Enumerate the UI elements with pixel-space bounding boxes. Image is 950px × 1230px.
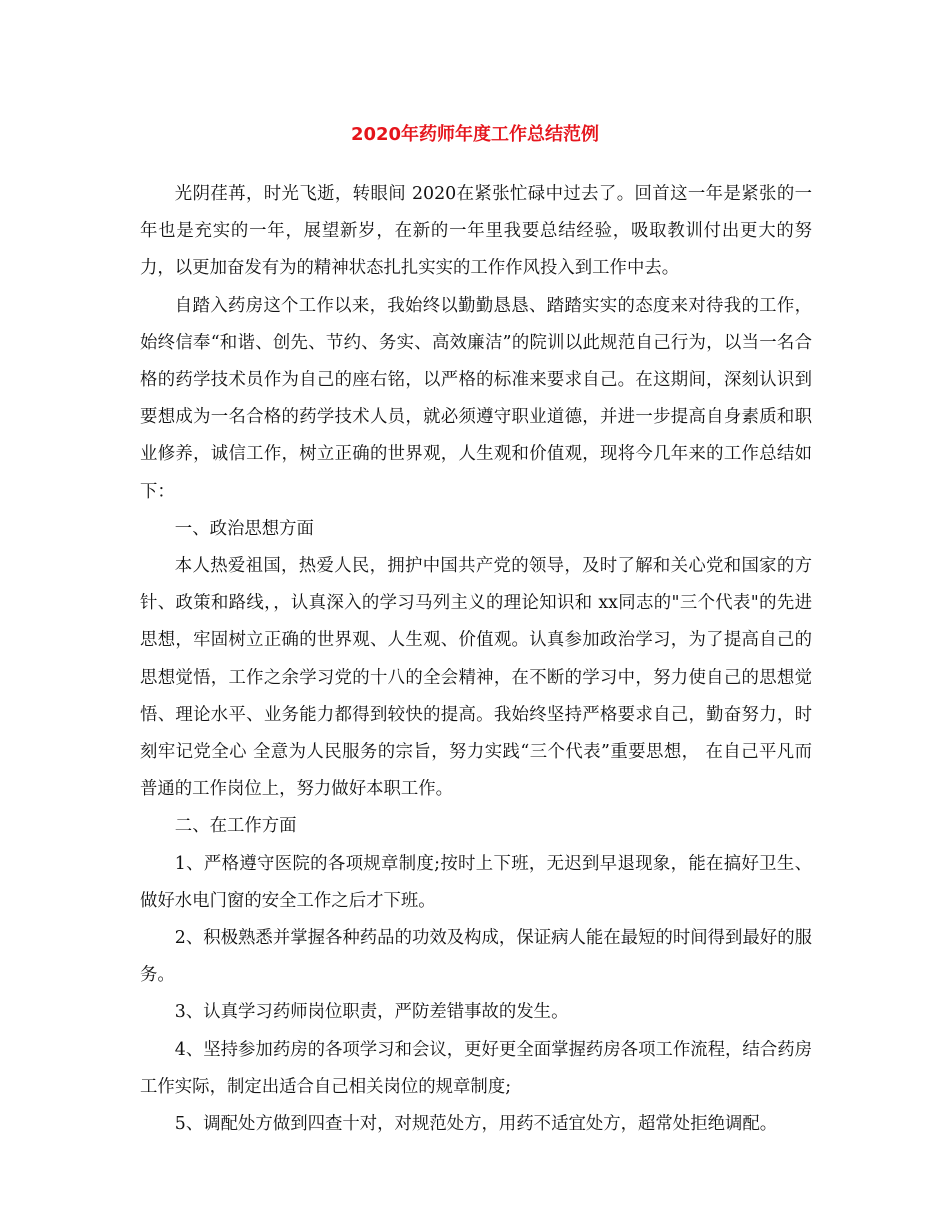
list-item-work-1: 1、严格遵守医院的各项规章制度;按时上下班，无迟到早退现象，能在搞好卫生、做好水电门窗的安全工作之后才下班。 (140, 853, 812, 911)
list-item-work-4: 4、坚持参加药房的各项学习和会议，更好更全面掌握药房各项工作流程，结合药房工作实际，制定出适合自己相关岗位的规章制度; (140, 1039, 812, 1097)
list-item-work-3: 3、认真学习药师岗位职责，严防差错事故的发生。 (174, 1002, 569, 1023)
paragraph-overview: 自踏入药房这个工作以来，我始终以勤勤恳恳、踏踏实实的态度来对待我的工作，始终信奉“和谐、创先、节约、务实、高效廉洁”的院训以此规范自己行为，以当一名合格的药学技术员作为自己的座右铭，以严格的标准来要求自己。在这期间，深刻认识到要想成为一名合格的药学技术人员，就必须遵守职业道德，并进一步提高自身素质和职业修养，诚信工作，树立正确的世界观，人生观和价值观，现将今几年来的工作总结如下： (140, 295, 812, 502)
list-item-work-5: 5、调配处方做到四查十对，对规范处方，用药不适宜处方，超常处拒绝调配。 (174, 1114, 778, 1135)
list-item-work-2: 2、积极熟悉并掌握各种药品的功效及构成，保证病人能在最短的时间得到最好的服务。 (140, 928, 812, 986)
paragraph-intro: 光阴荏苒，时光飞逝，转眼间 2020在紧张忙碌中过去了。回首这一年是紧张的一年也是充实的一年，展望新岁，在新的一年里我要总结经验，吸取教训付出更大的努力，以更加奋发有为的精神状态扎扎实实的工作作风投入到工作中去。 (140, 184, 812, 279)
document-body (140, 176, 812, 1143)
paragraph-politics: 本人热爱祖国，热爱人民，拥护中国共产党的领导，及时了解和关心党和国家的方针、政策和路线，，认真深入的学习马列主义的理论知识和 xx同志的"三个代表"的先进思想，牢固树立正确的世界观、人生观、价值观。认真参加政治学习，为了提高自己的思想觉悟，工作之余学习党的十八的全会精神，在不断的学习中，努力使自己的思想觉悟、理论水平、业务能力都得到较快的提高。我始终坚持严格要求自己，勤奋努力，时刻牢记党全心 全意为人民服务的宗旨，努力实践“三个代表”重要思想， 在自己平凡而普通的工作岗位上，努力做好本职工作。 (140, 556, 812, 800)
document-title: 2020年药师年度工作总结范例 (350, 124, 600, 145)
section-heading-politics: 一、政治思想方面 (174, 518, 314, 539)
section-heading-work: 二、在工作方面 (174, 816, 297, 837)
